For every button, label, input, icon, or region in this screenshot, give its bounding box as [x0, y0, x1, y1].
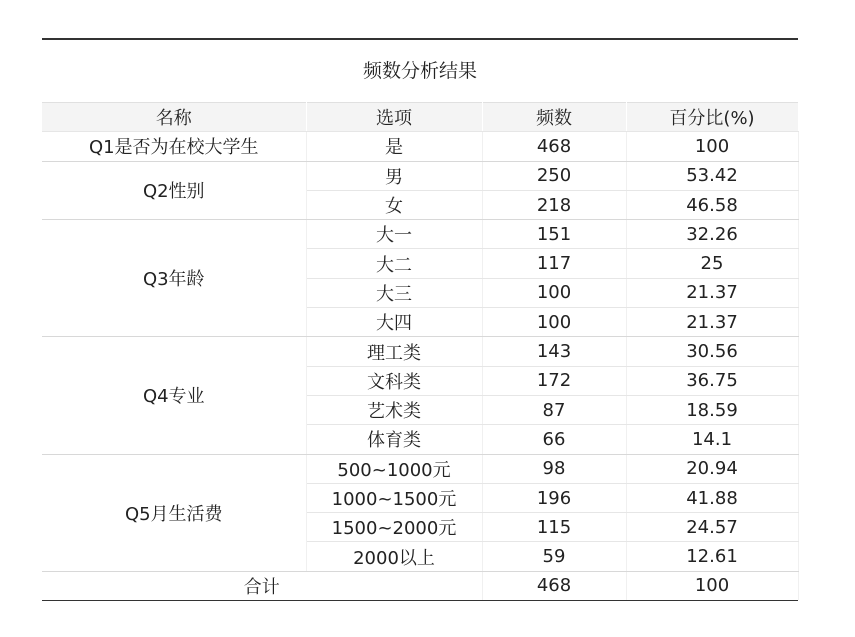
frequency-cell: 172 [482, 366, 626, 395]
option-cell: 文科类 [306, 366, 482, 395]
frequency-table [42, 102, 799, 600]
frequency-cell: 117 [482, 249, 626, 278]
percent-cell: 53.42 [626, 161, 798, 190]
frequency-cell: 59 [482, 542, 626, 571]
option-cell: 大二 [306, 249, 482, 278]
percent-cell: 21.37 [626, 278, 798, 307]
percent-cell: 41.88 [626, 483, 798, 512]
percent-cell: 25 [626, 249, 798, 278]
header-name: 名称 [42, 103, 306, 132]
frequency-cell: 151 [482, 220, 626, 249]
option-cell: 1500~2000元 [306, 513, 482, 542]
option-cell: 理工类 [306, 337, 482, 366]
option-cell: 体育类 [306, 425, 482, 454]
option-cell: 男 [306, 161, 482, 190]
frequency-cell: 100 [482, 278, 626, 307]
table-row [42, 132, 798, 161]
frequency-cell: 196 [482, 483, 626, 512]
frequency-cell: 468 [482, 132, 626, 161]
table-title: 频数分析结果 [362, 60, 477, 82]
option-cell: 艺术类 [306, 395, 482, 424]
table-row [42, 454, 798, 483]
table-row [42, 337, 798, 366]
percent-cell: 12.61 [626, 542, 798, 571]
question-name-cell: Q1是否为在校大学生 [42, 132, 306, 161]
frequency-cell: 66 [482, 425, 626, 454]
frequency-cell: 98 [482, 454, 626, 483]
table-row [42, 161, 798, 190]
option-cell: 1000~1500元 [306, 483, 482, 512]
frequency-cell: 115 [482, 513, 626, 542]
option-cell: 女 [306, 190, 482, 219]
table-body [42, 132, 798, 600]
percent-cell: 18.59 [626, 395, 798, 424]
frequency-cell: 218 [482, 190, 626, 219]
option-cell: 大一 [306, 220, 482, 249]
percent-cell: 30.56 [626, 337, 798, 366]
option-cell: 500~1000元 [306, 454, 482, 483]
question-name-cell: Q3年龄 [42, 220, 306, 337]
total-label: 合计 [42, 571, 482, 600]
percent-cell: 21.37 [626, 308, 798, 337]
header-percent: 百分比(%) [626, 103, 798, 132]
option-cell: 是 [306, 132, 482, 161]
header-row [42, 103, 798, 132]
percent-cell: 24.57 [626, 513, 798, 542]
percent-cell: 36.75 [626, 366, 798, 395]
percent-cell: 32.26 [626, 220, 798, 249]
option-cell: 2000以上 [306, 542, 482, 571]
question-name-cell: Q4专业 [42, 337, 306, 454]
frequency-cell: 100 [482, 308, 626, 337]
option-cell: 大三 [306, 278, 482, 307]
percent-cell: 100 [626, 132, 798, 161]
percent-cell: 20.94 [626, 454, 798, 483]
question-name-cell: Q2性别 [42, 161, 306, 220]
percent-cell: 14.1 [626, 425, 798, 454]
table-row [42, 220, 798, 249]
total-frequency: 468 [482, 571, 626, 600]
header-option: 选项 [306, 103, 482, 132]
frequency-cell: 143 [482, 337, 626, 366]
question-name-cell: Q5月生活费 [42, 454, 306, 571]
total-percent: 100 [626, 571, 798, 600]
header-frequency: 频数 [482, 103, 626, 132]
frequency-table-panel [42, 38, 798, 601]
frequency-cell: 250 [482, 161, 626, 190]
option-cell: 大四 [306, 308, 482, 337]
percent-cell: 46.58 [626, 190, 798, 219]
frequency-cell: 87 [482, 395, 626, 424]
total-row [42, 571, 798, 600]
